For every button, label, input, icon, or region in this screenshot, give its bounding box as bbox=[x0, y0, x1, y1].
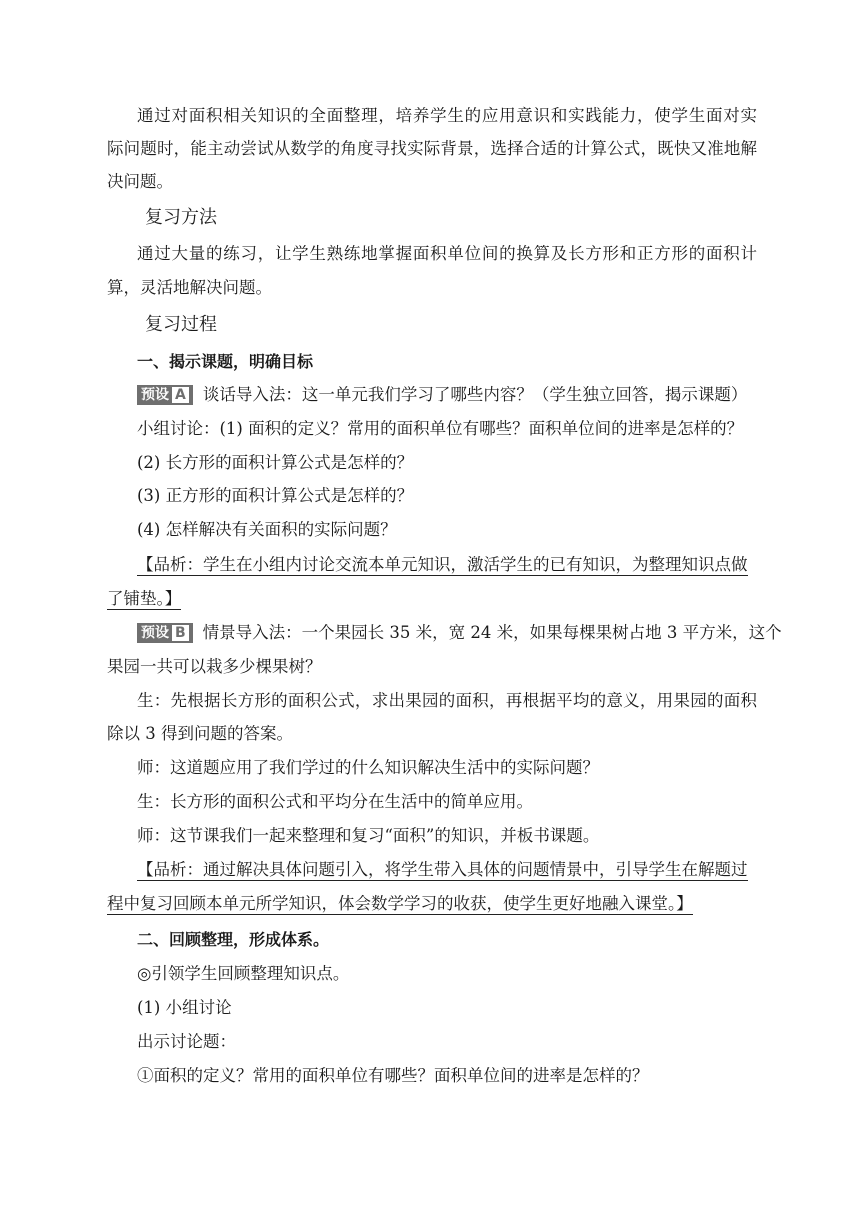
teacher-statement-2: 师：这节课我们一起来整理和复习“面积”的知识，并板书课题。 bbox=[137, 826, 600, 845]
group-discussion-q1: 小组讨论：(1) 面积的定义？常用的面积单位有哪些？面积单位间的进率是怎样的？ bbox=[137, 419, 744, 438]
method-line-2: 算，灵活地解决问题。 bbox=[107, 278, 272, 297]
commentary-2-line-2: 程中复习回顾本单元所学知识，体会数学学习的收获，使学生更好地融入课堂。】 bbox=[107, 894, 693, 913]
heading-review-method: 复习方法 bbox=[145, 207, 217, 228]
section-one-title: 一、揭示课题，明确目标 bbox=[137, 352, 314, 371]
objective-line-2: 际问题时，能主动尝试从数学的角度寻找实际背景，选择合适的计算公式，既快又准地解 bbox=[107, 139, 757, 158]
student-answer-1-line-2: 除以 3 得到问题的答案。 bbox=[107, 724, 293, 743]
guide-line: ◎引领学生回顾整理知识点。 bbox=[137, 964, 350, 983]
preset-b-badge: 预设 B bbox=[137, 623, 193, 643]
heading-review-process: 复习过程 bbox=[145, 314, 217, 335]
question-3: (3) 正方形的面积计算公式是怎样的？ bbox=[137, 486, 414, 505]
discussion-topic-1: ①面积的定义？常用的面积单位有哪些？面积单位间的进率是怎样的？ bbox=[137, 1066, 649, 1085]
objective-line-1: 通过对面积相关知识的全面整理，培养学生的应用意识和实践能力，使学生面对实 bbox=[137, 106, 757, 125]
commentary-2-line-1: 【品析：通过解决具体问题引入，将学生带入具体的问题情景中，引导学生在解题过 bbox=[137, 860, 748, 879]
preset-b-text: 情景导入法：一个果园长 35 米，宽 24 米，如果每棵果树占地 3 平方米，这个 bbox=[202, 623, 782, 642]
question-2: (2) 长方形的面积计算公式是怎样的？ bbox=[137, 453, 414, 472]
preset-b-line-2: 果园一共可以栽多少棵果树？ bbox=[107, 657, 322, 676]
section-two-title: 二、回顾整理，形成体系。 bbox=[137, 930, 330, 949]
preset-a-badge: 预设 A bbox=[137, 385, 193, 405]
preset-a-text: 谈话导入法：这一单元我们学习了哪些内容？（学生独立回答，揭示课题） bbox=[202, 385, 748, 404]
student-answer-2: 生：长方形的面积公式和平均分在生活中的简单应用。 bbox=[137, 792, 533, 811]
preset-a-line bbox=[137, 383, 757, 407]
show-discussion-topics: 出示讨论题： bbox=[137, 1032, 236, 1051]
method-line-1: 通过大量的练习，让学生熟练地掌握面积单位间的换算及长方形和正方形的面积计 bbox=[137, 244, 757, 263]
objective-line-3: 决问题。 bbox=[107, 172, 173, 191]
preset-b-line bbox=[137, 621, 782, 645]
group-discussion-heading: (1) 小组讨论 bbox=[137, 998, 232, 1017]
commentary-1-line-1: 【品析：学生在小组内讨论交流本单元知识，激活学生的已有知识，为整理知识点做 bbox=[137, 555, 748, 574]
question-4: (4) 怎样解决有关面积的实际问题？ bbox=[137, 520, 397, 539]
commentary-1-line-2: 了铺垫。】 bbox=[107, 589, 182, 608]
student-answer-1-line-1: 生：先根据长方形的面积公式，求出果园的面积，再根据平均的意义，用果园的面积 bbox=[137, 691, 757, 710]
teacher-question-1: 师：这道题应用了我们学过的什么知识解决生活中的实际问题？ bbox=[137, 758, 599, 777]
